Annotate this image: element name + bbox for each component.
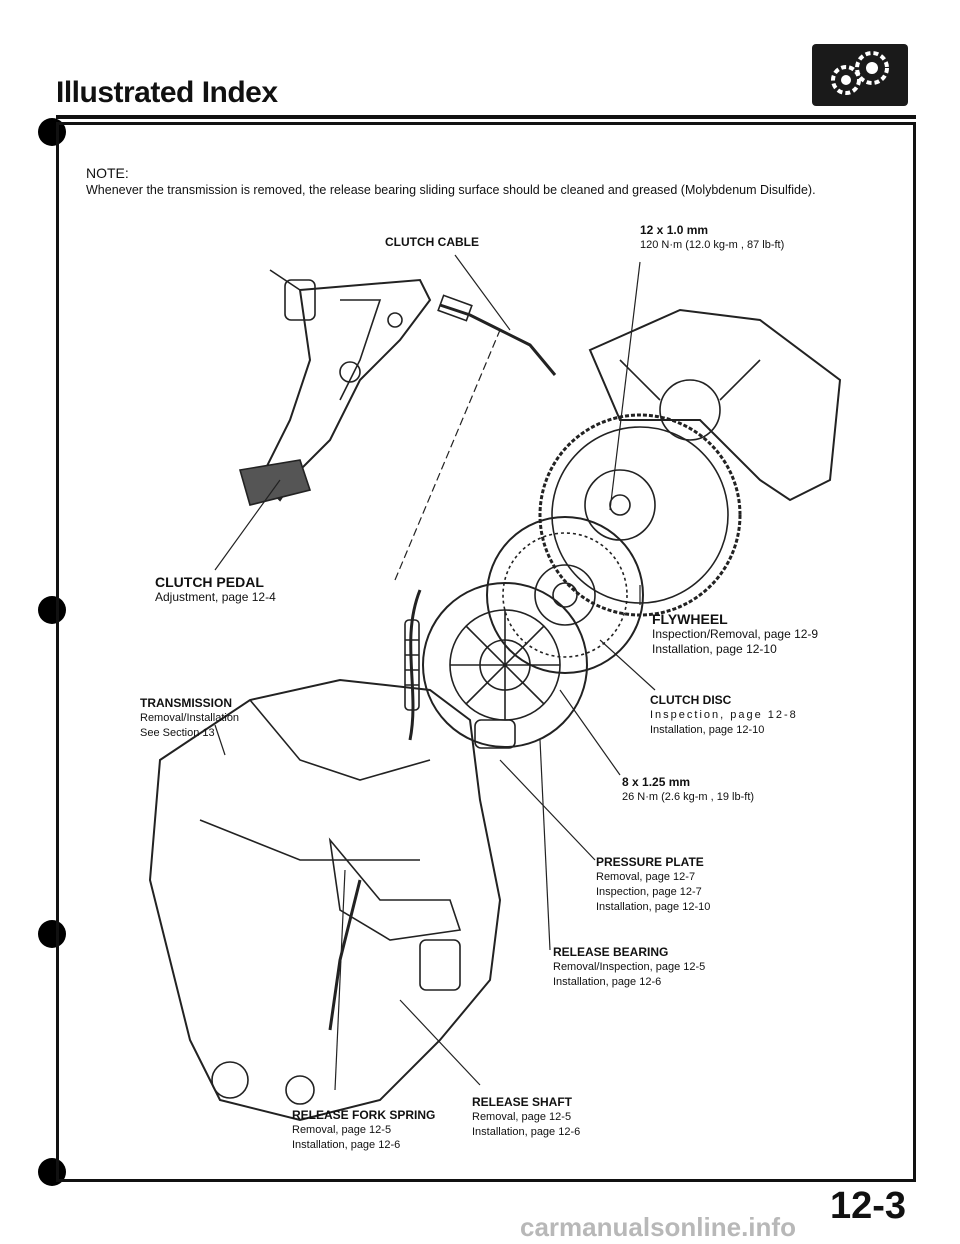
release-shaft-title: RELEASE SHAFT	[472, 1095, 573, 1109]
clutch-cable-label	[385, 235, 479, 250]
clutch-cable-drawing	[405, 295, 555, 740]
pressure-plate-inspection: Inspection, page 12-7	[596, 886, 702, 898]
bolt-12mm-torque: 120 N·m (12.0 kg-m , 87 lb-ft)	[640, 239, 785, 251]
flywheel-label	[652, 612, 818, 657]
release-shaft-removal: Removal, page 12-5	[472, 1111, 572, 1123]
pressure-plate-title: PRESSURE PLATE	[596, 855, 704, 869]
transmission-title: TRANSMISSION	[140, 696, 233, 710]
note-label: NOTE:	[86, 165, 129, 181]
transmission-drawing	[150, 680, 500, 1120]
flywheel-inspection: Inspection/Removal, page 12-9	[652, 627, 819, 641]
clutch-pedal-drawing	[240, 270, 430, 505]
release-fork-spring-installation: Installation, page 12-6	[292, 1139, 401, 1151]
bolt-8mm-torque: 26 N·m (2.6 kg-m , 19 lb-ft)	[622, 791, 755, 803]
release-fork-spring-title: RELEASE FORK SPRING	[292, 1108, 436, 1122]
transmission-section-ref: See Section 13	[140, 727, 215, 739]
bolt-12mm-label	[640, 223, 784, 253]
release-fork-spring-removal: Removal, page 12-5	[292, 1124, 392, 1136]
bolt-8mm-title: 8 x 1.25 mm	[622, 775, 691, 789]
clutch-pedal-adjustment: Adjustment, page 12-4	[155, 590, 276, 604]
clutch-disc-label	[650, 693, 798, 738]
clutch-pedal-label	[155, 575, 276, 605]
transmission-label	[140, 696, 239, 741]
clutch-disc-inspection: Inspection, page 12-8	[650, 709, 798, 721]
release-bearing-removal: Removal/Inspection, page 12-5	[553, 961, 706, 973]
note-text: Whenever the transmission is removed, the release bearing sliding surface should be cleaned and greased (Molybdenum Disulfide).	[86, 183, 816, 197]
clutch-pedal-title: CLUTCH PEDAL	[155, 574, 264, 590]
pressure-plate-label	[596, 855, 710, 915]
page-title: Illustrated Index	[56, 76, 278, 109]
bolt-12mm-title: 12 x 1.0 mm	[640, 223, 709, 237]
flywheel-installation: Installation, page 12-10	[652, 642, 777, 656]
pressure-plate-installation: Installation, page 12-10	[596, 901, 711, 913]
release-shaft-label	[472, 1095, 580, 1140]
release-bearing-title: RELEASE BEARING	[553, 945, 669, 959]
bolt-8mm-label	[622, 775, 754, 805]
clutch-disc-title: CLUTCH DISC	[650, 693, 732, 707]
release-bearing-installation: Installation, page 12-6	[553, 976, 662, 988]
flywheel-title: FLYWHEEL	[652, 611, 728, 627]
pressure-plate-removal: Removal, page 12-7	[596, 871, 696, 883]
release-shaft-installation: Installation, page 12-6	[472, 1126, 581, 1138]
watermark: carmanualsonline.info	[520, 1212, 796, 1242]
page-number: 12-3	[830, 1185, 907, 1227]
release-bearing-label	[553, 945, 705, 990]
transmission-removal: Removal/Installation	[140, 712, 240, 724]
release-fork-spring-label	[292, 1108, 435, 1153]
clutch-disc-installation: Installation, page 12-10	[650, 724, 765, 736]
clutch-cable-title: CLUTCH CABLE	[385, 235, 479, 249]
